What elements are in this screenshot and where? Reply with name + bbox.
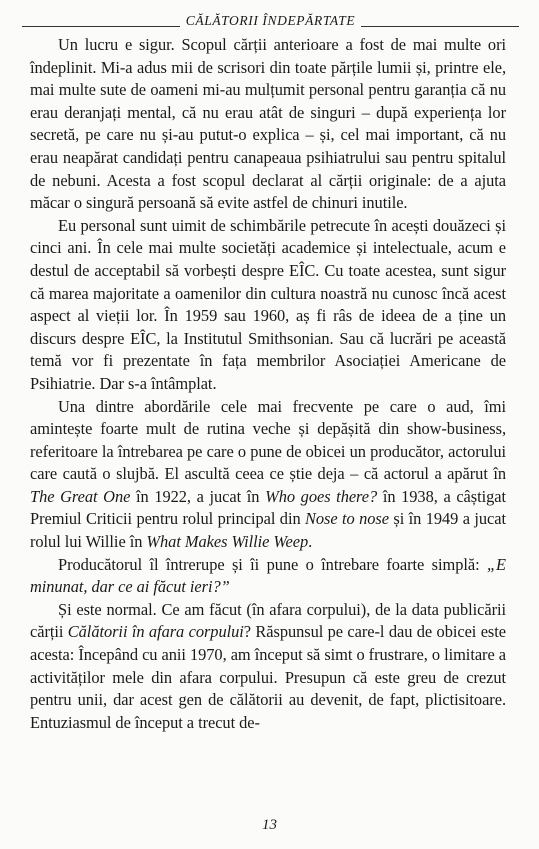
- header-rule-right: [361, 26, 519, 27]
- italic-text: „E minunat, dar ce ai făcut ieri?”: [30, 554, 506, 597]
- paragraph-text: și în 1949 a jucat rolul lui Willie în: [30, 509, 506, 552]
- paragraph: [30, 599, 506, 735]
- italic-text: Călătorii în afara corpului: [67, 622, 244, 642]
- paragraph-text: ? Răspunsul pe care-l dau de obicei este acesta: Începând cu anii 1970, am început să simt o frustrare, o limitare a activităților mele din afara corpului. Presupun că este greu de crezut pentru unii, dar acest gen de călătorii au devenit, de fapt, plictisitoare. Entuziasmul de început a trecut de-: [30, 622, 506, 732]
- running-header: [22, 9, 519, 33]
- page-number: 13: [262, 817, 277, 833]
- running-title: CĂLĂTORII ÎNDEPĂRTATE: [185, 13, 356, 28]
- italic-text: The Great One: [30, 486, 131, 506]
- paragraph: [30, 34, 506, 215]
- paragraph-text: în 1922, a jucat în: [130, 486, 266, 506]
- header-rule-left: [22, 26, 180, 27]
- body-text: [30, 34, 506, 734]
- paragraph-text: în 1938, a câștigat Premiul Criticii pentru rolul principal din: [30, 486, 506, 529]
- italic-text: Nose to nose: [305, 509, 389, 529]
- paragraph-text: Un lucru e sigur. Scopul cărții anterioare a fost de mai multe ori îndeplinit. Mi-a adus mii de scrisori din toate părțile lumii și, printre ele, mai multe sute de oameni mi-au mulțumit personal pentru garanția că nu erau deranjați mental, că nu erau atât de singuri – după experiența lor secretă, pe care nu și-au putut-o explica – și, cel mai important, că nu erau neapărat candidați pentru canapeaua psihiatrului sau pentru spitalul de nebuni. Acesta a fost scopul declarat al cărții originale: de a ajuta măcar o singură persoană să evite astfel de chinuri inutile.: [30, 35, 506, 213]
- paragraph-text: .: [308, 532, 313, 552]
- paragraph: [30, 554, 506, 599]
- paragraph-text: Producătorul îl întrerupe și îi pune o întrebare foarte simplă:: [58, 554, 487, 574]
- italic-text: What Makes Willie Weep: [146, 532, 309, 552]
- italic-text: Who goes there?: [265, 486, 378, 506]
- paragraph-text: Și este normal. Ce am făcut (în afara corpului), de la data publicării cărții: [30, 599, 506, 642]
- paragraph: [30, 396, 506, 554]
- paragraph-text: Eu personal sunt uimit de schimbările petrecute în acești douăzeci și cinci ani. În cele mai multe societăți academice și intelectuale, acum e destul de acceptabil să vorbești despre EÎC. Cu toate acestea, sunt sigur că marea majoritate a oamenilor din cultura noastră nu cunosc încă acest aspect al vieții lor. În 1959 sau 1960, aș fi râs de ideea de a ține un discurs despre EÎC, la Institutul Smithsonian. Sau că lucrări pe această temă vor fi prezentate în fața membrilor Asociației Americane de Psihiatrie. Dar s-a întâmplat.: [30, 215, 506, 393]
- paragraph: [30, 215, 506, 396]
- paragraph-text: Una dintre abordările cele mai frecvente pe care o aud, îmi amintește foarte mult de rutina veche și depășită din show-business, referitoare la întrebarea pe care o pune de obicei un producător, actorului care caută o slujbă. El ascultă ceea ce știe deja – că actorul a apărut în: [30, 396, 506, 484]
